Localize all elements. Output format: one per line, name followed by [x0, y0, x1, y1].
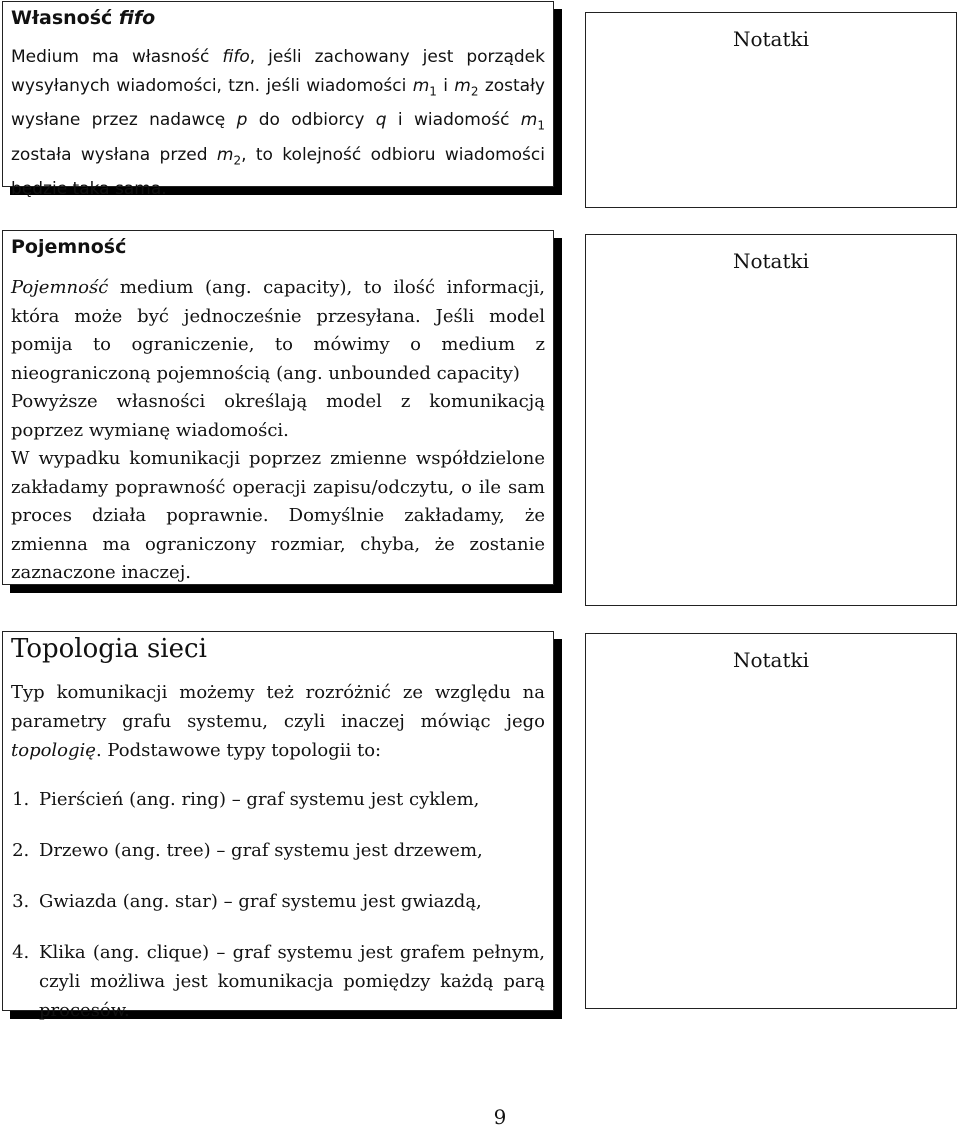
notes-box-2	[585, 234, 957, 606]
slide-body	[3, 258, 553, 596]
shared-variables-paragraph: W wypadku komunikacji poprzez zmienne współdzielone zakładamy poprawność operacji zapisu/odczytu, o ile sam proces działa poprawnie. Domyślnie zakładamy, że zmienna ma ograniczony rozmiar, chyba, że zostanie zaznaczone inaczej.	[11, 448, 545, 583]
slide-capacity	[2, 230, 554, 585]
list-item: 1. Pierścień (ang. ring) – graf systemu jest cyklem,	[35, 785, 545, 814]
slide-title	[3, 2, 553, 29]
topology-intro	[11, 678, 545, 765]
math-sub: 1	[537, 118, 545, 133]
notes-label: Notatki	[732, 27, 810, 51]
text: i	[436, 76, 455, 96]
math-var: p	[236, 110, 248, 131]
text-em: fifo	[222, 47, 250, 67]
text: , jeśli zachowany jest porządek wysyłanych wiadomości, tzn. jeśli wiadomości	[11, 47, 545, 96]
math-var: m	[454, 76, 471, 96]
math-sub: 2	[470, 84, 479, 99]
title-text: Własność	[11, 7, 119, 29]
slide-body	[3, 664, 553, 1055]
slide-fifo	[2, 1, 554, 200]
topology-list	[11, 785, 545, 1025]
math-var: m	[412, 76, 430, 96]
text-em: topologię	[11, 740, 96, 761]
math-sub: 2	[233, 153, 242, 168]
math-var: m	[520, 110, 538, 131]
text: , to kolejność odbioru wiadomości będzie taka sama.	[11, 144, 545, 200]
text: i wiadomość	[386, 110, 521, 131]
page-number: 9	[493, 1105, 507, 1129]
notes-label: Notatki	[732, 249, 810, 273]
math-sub: 1	[429, 84, 437, 99]
text: do odbiorcy	[247, 110, 376, 131]
title-emphasis: fifo	[118, 7, 156, 29]
text: . Podstawowe typy topologii to:	[95, 740, 382, 761]
list-item: 2. Drzewo (ang. tree) – graf systemu jest drzewem,	[35, 836, 545, 865]
slide-body	[3, 29, 553, 212]
text: zostały wysłane przez nadawcę	[11, 76, 545, 131]
math-var: q	[375, 110, 387, 131]
text: Medium ma własność	[11, 47, 223, 67]
slide-title: Pojemność	[11, 236, 127, 258]
text: została wysłana przed	[11, 144, 217, 165]
list-item: 4. Klika (ang. clique) – graf systemu jest grafem pełnym, czyli możliwa jest komunikacja pomiędzy każdą parą procesów.	[35, 938, 545, 1025]
slide-topology	[2, 631, 554, 1021]
capacity-paragraph	[11, 274, 545, 388]
text-em: Pojemność	[11, 277, 109, 298]
notes-label: Notatki	[732, 648, 810, 672]
message-model-paragraph: Powyższe własności określają model z komunikacją poprzez wymianę wiadomości.	[11, 391, 545, 441]
math-var: m	[216, 144, 234, 165]
fifo-paragraph	[11, 43, 545, 204]
notes-box-3	[585, 633, 957, 1009]
text: Typ komunikacji możemy też rozróżnić ze względu na parametry grafu systemu, czyli inaczej mówiąc jego	[11, 682, 545, 732]
slide-title: Topologia sieci	[11, 634, 207, 664]
text: medium (ang. capacity), to ilość informacji, która może być jednocześnie przesyłana. Jeśli model pomija to ograniczenie, to mówimy o medium z nieograniczoną pojemnością (ang. unbounded capacity)	[11, 277, 545, 384]
notes-box-1	[585, 12, 957, 208]
list-item: 3. Gwiazda (ang. star) – graf systemu jest gwiazdą,	[35, 887, 545, 916]
